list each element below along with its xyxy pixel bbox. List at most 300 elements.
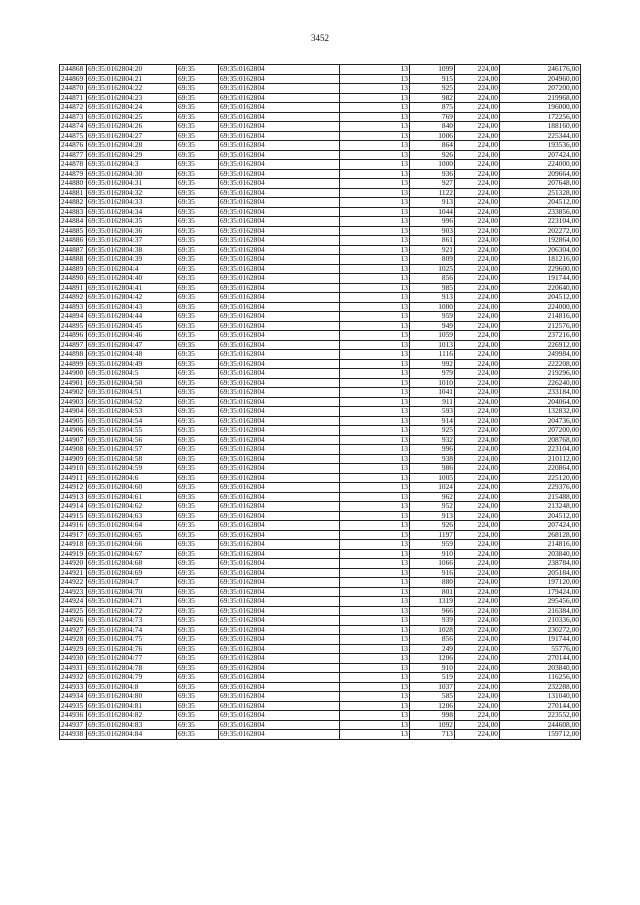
cell-category-code: 13 xyxy=(340,473,410,483)
table-row xyxy=(60,169,581,179)
cell-row-id: 244889 xyxy=(60,264,87,274)
cell-row-id: 244909 xyxy=(60,454,87,464)
cell-district-code: 69:35 xyxy=(177,720,219,730)
table-row xyxy=(60,521,581,531)
cell-rate: 224,00 xyxy=(455,483,500,493)
cell-area: 1005 xyxy=(410,473,455,483)
cell-row-id: 244929 xyxy=(60,644,87,654)
table-row xyxy=(60,711,581,721)
cell-rate: 224,00 xyxy=(455,131,500,141)
cell-cadastral-number: 69:35:0162804:28 xyxy=(87,141,177,151)
cell-cadastral-number: 69:35:0162804:20 xyxy=(87,65,177,75)
cell-rate: 224,00 xyxy=(455,426,500,436)
table-row xyxy=(60,369,581,379)
cell-cadastral-number: 69:35:0162804:81 xyxy=(87,701,177,711)
cell-row-id: 244871 xyxy=(60,93,87,103)
cell-district-code: 69:35 xyxy=(177,492,219,502)
cell-area: 966 xyxy=(410,606,455,616)
cell-value: 220864,00 xyxy=(500,464,581,474)
cell-quarter-number: 69:35:0162804 xyxy=(219,587,340,597)
cell-area: 1037 xyxy=(410,682,455,692)
cell-row-id: 244878 xyxy=(60,160,87,170)
cell-value: 181216,00 xyxy=(500,255,581,265)
cell-cadastral-number: 69:35:0162804:64 xyxy=(87,521,177,531)
table-row xyxy=(60,112,581,122)
cell-district-code: 69:35 xyxy=(177,568,219,578)
cell-value: 225120,00 xyxy=(500,473,581,483)
cell-value: 207200,00 xyxy=(500,84,581,94)
cell-rate: 224,00 xyxy=(455,701,500,711)
cell-row-id: 244872 xyxy=(60,103,87,113)
cell-rate: 224,00 xyxy=(455,597,500,607)
cell-quarter-number: 69:35:0162804 xyxy=(219,568,340,578)
cell-row-id: 244937 xyxy=(60,720,87,730)
cell-rate: 224,00 xyxy=(455,454,500,464)
cell-district-code: 69:35 xyxy=(177,521,219,531)
cell-cadastral-number: 69:35:0162804:22 xyxy=(87,84,177,94)
cell-area: 986 xyxy=(410,464,455,474)
table-row xyxy=(60,407,581,417)
cell-rate: 224,00 xyxy=(455,540,500,550)
cell-row-id: 244879 xyxy=(60,169,87,179)
cell-quarter-number: 69:35:0162804 xyxy=(219,511,340,521)
cell-row-id: 244925 xyxy=(60,606,87,616)
cell-cadastral-number: 69:35:0162804:27 xyxy=(87,131,177,141)
cell-row-id: 244901 xyxy=(60,378,87,388)
cell-quarter-number: 69:35:0162804 xyxy=(219,198,340,208)
cell-district-code: 69:35 xyxy=(177,407,219,417)
table-row xyxy=(60,312,581,322)
cell-value: 204064,00 xyxy=(500,397,581,407)
cell-area: 1028 xyxy=(410,625,455,635)
cell-rate: 224,00 xyxy=(455,188,500,198)
cell-quarter-number: 69:35:0162804 xyxy=(219,179,340,189)
cell-cadastral-number: 69:35:0162804:71 xyxy=(87,597,177,607)
table-row xyxy=(60,568,581,578)
cell-category-code: 13 xyxy=(340,483,410,493)
cell-value: 202272,00 xyxy=(500,226,581,236)
cell-district-code: 69:35 xyxy=(177,331,219,341)
cell-row-id: 244935 xyxy=(60,701,87,711)
cell-cadastral-number: 69:35:0162804:77 xyxy=(87,654,177,664)
cell-cadastral-number: 69:35:0162804:29 xyxy=(87,150,177,160)
cell-quarter-number: 69:35:0162804 xyxy=(219,122,340,132)
cell-category-code: 13 xyxy=(340,616,410,626)
cell-rate: 224,00 xyxy=(455,625,500,635)
cell-category-code: 13 xyxy=(340,207,410,217)
cell-row-id: 244916 xyxy=(60,521,87,531)
cell-district-code: 69:35 xyxy=(177,340,219,350)
cell-district-code: 69:35 xyxy=(177,473,219,483)
cell-quarter-number: 69:35:0162804 xyxy=(219,150,340,160)
cell-cadastral-number: 69:35:0162804:7 xyxy=(87,578,177,588)
cell-rate: 224,00 xyxy=(455,150,500,160)
cell-category-code: 13 xyxy=(340,397,410,407)
table-row xyxy=(60,131,581,141)
cell-area: 939 xyxy=(410,616,455,626)
cell-category-code: 13 xyxy=(340,416,410,426)
cell-district-code: 69:35 xyxy=(177,255,219,265)
cell-category-code: 13 xyxy=(340,492,410,502)
cell-cadastral-number: 69:35:0162804:62 xyxy=(87,502,177,512)
cell-value: 225344,00 xyxy=(500,131,581,141)
cell-area: 1122 xyxy=(410,188,455,198)
cell-quarter-number: 69:35:0162804 xyxy=(219,293,340,303)
cell-rate: 224,00 xyxy=(455,179,500,189)
cell-cadastral-number: 69:35:0162804:43 xyxy=(87,302,177,312)
cell-rate: 224,00 xyxy=(455,511,500,521)
cell-cadastral-number: 69:35:0162804:54 xyxy=(87,416,177,426)
cell-rate: 224,00 xyxy=(455,711,500,721)
cell-rate: 224,00 xyxy=(455,245,500,255)
table-row xyxy=(60,492,581,502)
cell-category-code: 13 xyxy=(340,131,410,141)
cell-cadastral-number: 69:35:0162804:46 xyxy=(87,331,177,341)
cell-value: 214816,00 xyxy=(500,540,581,550)
cell-rate: 224,00 xyxy=(455,359,500,369)
cell-cadastral-number: 69:35:0162804:82 xyxy=(87,711,177,721)
cell-row-id: 244887 xyxy=(60,245,87,255)
table-row xyxy=(60,103,581,113)
cell-cadastral-number: 69:35:0162804:3 xyxy=(87,160,177,170)
cell-quarter-number: 69:35:0162804 xyxy=(219,131,340,141)
cell-category-code: 13 xyxy=(340,74,410,84)
cell-rate: 224,00 xyxy=(455,587,500,597)
cell-rate: 224,00 xyxy=(455,435,500,445)
table-row xyxy=(60,84,581,94)
table-row xyxy=(60,179,581,189)
table-row xyxy=(60,416,581,426)
cell-district-code: 69:35 xyxy=(177,530,219,540)
cell-rate: 224,00 xyxy=(455,445,500,455)
cell-row-id: 244934 xyxy=(60,692,87,702)
cell-category-code: 13 xyxy=(340,264,410,274)
cell-quarter-number: 69:35:0162804 xyxy=(219,530,340,540)
cell-rate: 224,00 xyxy=(455,331,500,341)
cell-row-id: 244914 xyxy=(60,502,87,512)
cell-area: 801 xyxy=(410,587,455,597)
cell-rate: 224,00 xyxy=(455,635,500,645)
cell-rate: 224,00 xyxy=(455,84,500,94)
cell-area: 1024 xyxy=(410,483,455,493)
table-row xyxy=(60,74,581,84)
cell-row-id: 244926 xyxy=(60,616,87,626)
cell-area: 1010 xyxy=(410,378,455,388)
cell-category-code: 13 xyxy=(340,711,410,721)
cell-rate: 224,00 xyxy=(455,274,500,284)
cell-category-code: 13 xyxy=(340,283,410,293)
cell-area: 1041 xyxy=(410,388,455,398)
cell-cadastral-number: 69:35:0162804:48 xyxy=(87,350,177,360)
cell-row-id: 244898 xyxy=(60,350,87,360)
cell-category-code: 13 xyxy=(340,388,410,398)
table-row xyxy=(60,654,581,664)
cell-category-code: 13 xyxy=(340,720,410,730)
cell-area: 769 xyxy=(410,112,455,122)
cell-area: 979 xyxy=(410,369,455,379)
cell-area: 921 xyxy=(410,245,455,255)
cell-area: 926 xyxy=(410,521,455,531)
cell-area: 913 xyxy=(410,198,455,208)
table-row xyxy=(60,150,581,160)
cell-value: 203840,00 xyxy=(500,549,581,559)
table-row xyxy=(60,340,581,350)
cell-quarter-number: 69:35:0162804 xyxy=(219,255,340,265)
cell-category-code: 13 xyxy=(340,359,410,369)
cell-cadastral-number: 69:35:0162804:55 xyxy=(87,426,177,436)
table-row xyxy=(60,264,581,274)
cell-quarter-number: 69:35:0162804 xyxy=(219,426,340,436)
cell-value: 116256,00 xyxy=(500,673,581,683)
cell-district-code: 69:35 xyxy=(177,302,219,312)
cell-row-id: 244881 xyxy=(60,188,87,198)
cell-district-code: 69:35 xyxy=(177,179,219,189)
cell-area: 1092 xyxy=(410,720,455,730)
cell-quarter-number: 69:35:0162804 xyxy=(219,388,340,398)
cell-district-code: 69:35 xyxy=(177,65,219,75)
cell-quarter-number: 69:35:0162804 xyxy=(219,692,340,702)
cell-rate: 224,00 xyxy=(455,350,500,360)
cell-quarter-number: 69:35:0162804 xyxy=(219,84,340,94)
table-row xyxy=(60,274,581,284)
cell-row-id: 244885 xyxy=(60,226,87,236)
cell-quarter-number: 69:35:0162804 xyxy=(219,597,340,607)
table-row xyxy=(60,483,581,493)
cell-quarter-number: 69:35:0162804 xyxy=(219,93,340,103)
cell-district-code: 69:35 xyxy=(177,616,219,626)
cell-rate: 224,00 xyxy=(455,103,500,113)
cell-category-code: 13 xyxy=(340,673,410,683)
cell-value: 204736,00 xyxy=(500,416,581,426)
cell-area: 1025 xyxy=(410,264,455,274)
cell-category-code: 13 xyxy=(340,597,410,607)
cell-area: 913 xyxy=(410,293,455,303)
cell-cadastral-number: 69:35:0162804:73 xyxy=(87,616,177,626)
cell-value: 212576,00 xyxy=(500,321,581,331)
cell-category-code: 13 xyxy=(340,502,410,512)
cell-area: 959 xyxy=(410,540,455,550)
cell-category-code: 13 xyxy=(340,340,410,350)
cell-cadastral-number: 69:35:0162804:25 xyxy=(87,112,177,122)
cell-area: 913 xyxy=(410,511,455,521)
cell-rate: 224,00 xyxy=(455,568,500,578)
cell-rate: 224,00 xyxy=(455,502,500,512)
page-number: 3452 xyxy=(311,33,329,43)
table-row xyxy=(60,673,581,683)
cell-district-code: 69:35 xyxy=(177,350,219,360)
table-row xyxy=(60,378,581,388)
cell-row-id: 244894 xyxy=(60,312,87,322)
cell-quarter-number: 69:35:0162804 xyxy=(219,141,340,151)
cell-row-id: 244924 xyxy=(60,597,87,607)
cell-district-code: 69:35 xyxy=(177,445,219,455)
cell-value: 209664,00 xyxy=(500,169,581,179)
table-row xyxy=(60,530,581,540)
cell-value: 191744,00 xyxy=(500,274,581,284)
cell-quarter-number: 69:35:0162804 xyxy=(219,226,340,236)
cell-district-code: 69:35 xyxy=(177,578,219,588)
cell-row-id: 244922 xyxy=(60,578,87,588)
cell-district-code: 69:35 xyxy=(177,141,219,151)
cell-district-code: 69:35 xyxy=(177,464,219,474)
cell-value: 223104,00 xyxy=(500,217,581,227)
cell-district-code: 69:35 xyxy=(177,416,219,426)
cell-district-code: 69:35 xyxy=(177,483,219,493)
cell-cadastral-number: 69:35:0162804:69 xyxy=(87,568,177,578)
cell-quarter-number: 69:35:0162804 xyxy=(219,663,340,673)
cell-rate: 224,00 xyxy=(455,65,500,75)
cell-rate: 224,00 xyxy=(455,521,500,531)
cell-value: 216384,00 xyxy=(500,606,581,616)
cell-rate: 224,00 xyxy=(455,654,500,664)
cell-quarter-number: 69:35:0162804 xyxy=(219,160,340,170)
cell-category-code: 13 xyxy=(340,302,410,312)
cell-quarter-number: 69:35:0162804 xyxy=(219,559,340,569)
cell-cadastral-number: 69:35:0162804:37 xyxy=(87,236,177,246)
cell-area: 585 xyxy=(410,692,455,702)
cell-district-code: 69:35 xyxy=(177,635,219,645)
cell-rate: 224,00 xyxy=(455,388,500,398)
cell-quarter-number: 69:35:0162804 xyxy=(219,730,340,740)
cell-quarter-number: 69:35:0162804 xyxy=(219,350,340,360)
cell-row-id: 244897 xyxy=(60,340,87,350)
cell-value: 223552,00 xyxy=(500,711,581,721)
table-row xyxy=(60,540,581,550)
table-row xyxy=(60,559,581,569)
table-row xyxy=(60,587,581,597)
cell-category-code: 13 xyxy=(340,540,410,550)
table-row xyxy=(60,236,581,246)
cell-district-code: 69:35 xyxy=(177,597,219,607)
cell-district-code: 69:35 xyxy=(177,122,219,132)
cell-cadastral-number: 69:35:0162804:50 xyxy=(87,378,177,388)
cell-rate: 224,00 xyxy=(455,549,500,559)
cell-quarter-number: 69:35:0162804 xyxy=(219,578,340,588)
cell-row-id: 244912 xyxy=(60,483,87,493)
cell-value: 192864,00 xyxy=(500,236,581,246)
table-body xyxy=(60,65,581,740)
cell-area: 809 xyxy=(410,255,455,265)
cell-row-id: 244921 xyxy=(60,568,87,578)
cell-rate: 224,00 xyxy=(455,236,500,246)
cell-cadastral-number: 69:35:0162804:26 xyxy=(87,122,177,132)
cell-rate: 224,00 xyxy=(455,217,500,227)
cell-district-code: 69:35 xyxy=(177,654,219,664)
cell-value: 232288,00 xyxy=(500,682,581,692)
cell-district-code: 69:35 xyxy=(177,454,219,464)
table-row xyxy=(60,321,581,331)
cell-district-code: 69:35 xyxy=(177,359,219,369)
cell-category-code: 13 xyxy=(340,188,410,198)
cell-cadastral-number: 69:35:0162804:66 xyxy=(87,540,177,550)
cell-row-id: 244913 xyxy=(60,492,87,502)
cell-row-id: 244915 xyxy=(60,511,87,521)
cell-cadastral-number: 69:35:0162804:74 xyxy=(87,625,177,635)
cell-cadastral-number: 69:35:0162804:61 xyxy=(87,492,177,502)
cell-district-code: 69:35 xyxy=(177,502,219,512)
cell-district-code: 69:35 xyxy=(177,198,219,208)
cell-quarter-number: 69:35:0162804 xyxy=(219,635,340,645)
cell-value: 270144,00 xyxy=(500,701,581,711)
cell-row-id: 244868 xyxy=(60,65,87,75)
cell-category-code: 13 xyxy=(340,160,410,170)
cell-row-id: 244905 xyxy=(60,416,87,426)
cell-category-code: 13 xyxy=(340,93,410,103)
cell-cadastral-number: 69:35:0162804:30 xyxy=(87,169,177,179)
table-row xyxy=(60,625,581,635)
table-row xyxy=(60,255,581,265)
cell-value: 179424,00 xyxy=(500,587,581,597)
cell-row-id: 244895 xyxy=(60,321,87,331)
cell-value: 55776,00 xyxy=(500,644,581,654)
cell-district-code: 69:35 xyxy=(177,644,219,654)
table-row xyxy=(60,331,581,341)
cell-value: 207424,00 xyxy=(500,521,581,531)
cell-quarter-number: 69:35:0162804 xyxy=(219,245,340,255)
cell-area: 880 xyxy=(410,578,455,588)
cell-row-id: 244932 xyxy=(60,673,87,683)
cell-value: 208768,00 xyxy=(500,435,581,445)
cell-area: 1006 xyxy=(410,131,455,141)
cell-quarter-number: 69:35:0162804 xyxy=(219,473,340,483)
cell-district-code: 69:35 xyxy=(177,226,219,236)
cell-rate: 224,00 xyxy=(455,169,500,179)
cell-value: 210112,00 xyxy=(500,454,581,464)
cell-value: 131040,00 xyxy=(500,692,581,702)
cell-area: 962 xyxy=(410,492,455,502)
cell-rate: 224,00 xyxy=(455,312,500,322)
cell-area: 1206 xyxy=(410,654,455,664)
cell-quarter-number: 69:35:0162804 xyxy=(219,236,340,246)
cell-area: 1000 xyxy=(410,160,455,170)
cell-area: 938 xyxy=(410,454,455,464)
cell-district-code: 69:35 xyxy=(177,74,219,84)
cell-row-id: 244892 xyxy=(60,293,87,303)
cell-value: 233184,00 xyxy=(500,388,581,398)
table-row xyxy=(60,217,581,227)
cell-rate: 224,00 xyxy=(455,492,500,502)
cell-row-id: 244893 xyxy=(60,302,87,312)
cell-value: 233856,00 xyxy=(500,207,581,217)
cell-cadastral-number: 69:35:0162804:36 xyxy=(87,226,177,236)
cell-quarter-number: 69:35:0162804 xyxy=(219,720,340,730)
cell-rate: 224,00 xyxy=(455,616,500,626)
cell-value: 204512,00 xyxy=(500,293,581,303)
cell-category-code: 13 xyxy=(340,331,410,341)
cell-value: 204512,00 xyxy=(500,198,581,208)
cell-value: 224000,00 xyxy=(500,302,581,312)
cell-quarter-number: 69:35:0162804 xyxy=(219,65,340,75)
cell-quarter-number: 69:35:0162804 xyxy=(219,625,340,635)
cell-value: 220640,00 xyxy=(500,283,581,293)
cell-row-id: 244870 xyxy=(60,84,87,94)
cell-rate: 224,00 xyxy=(455,663,500,673)
table-row xyxy=(60,635,581,645)
cell-cadastral-number: 69:35:0162804:59 xyxy=(87,464,177,474)
cell-district-code: 69:35 xyxy=(177,711,219,721)
cell-row-id: 244927 xyxy=(60,625,87,635)
cell-area: 1197 xyxy=(410,530,455,540)
cell-quarter-number: 69:35:0162804 xyxy=(219,445,340,455)
cell-value: 193536,00 xyxy=(500,141,581,151)
cell-district-code: 69:35 xyxy=(177,369,219,379)
cell-rate: 224,00 xyxy=(455,378,500,388)
cell-quarter-number: 69:35:0162804 xyxy=(219,283,340,293)
cell-area: 1000 xyxy=(410,302,455,312)
cell-rate: 224,00 xyxy=(455,369,500,379)
cell-district-code: 69:35 xyxy=(177,692,219,702)
cell-district-code: 69:35 xyxy=(177,112,219,122)
